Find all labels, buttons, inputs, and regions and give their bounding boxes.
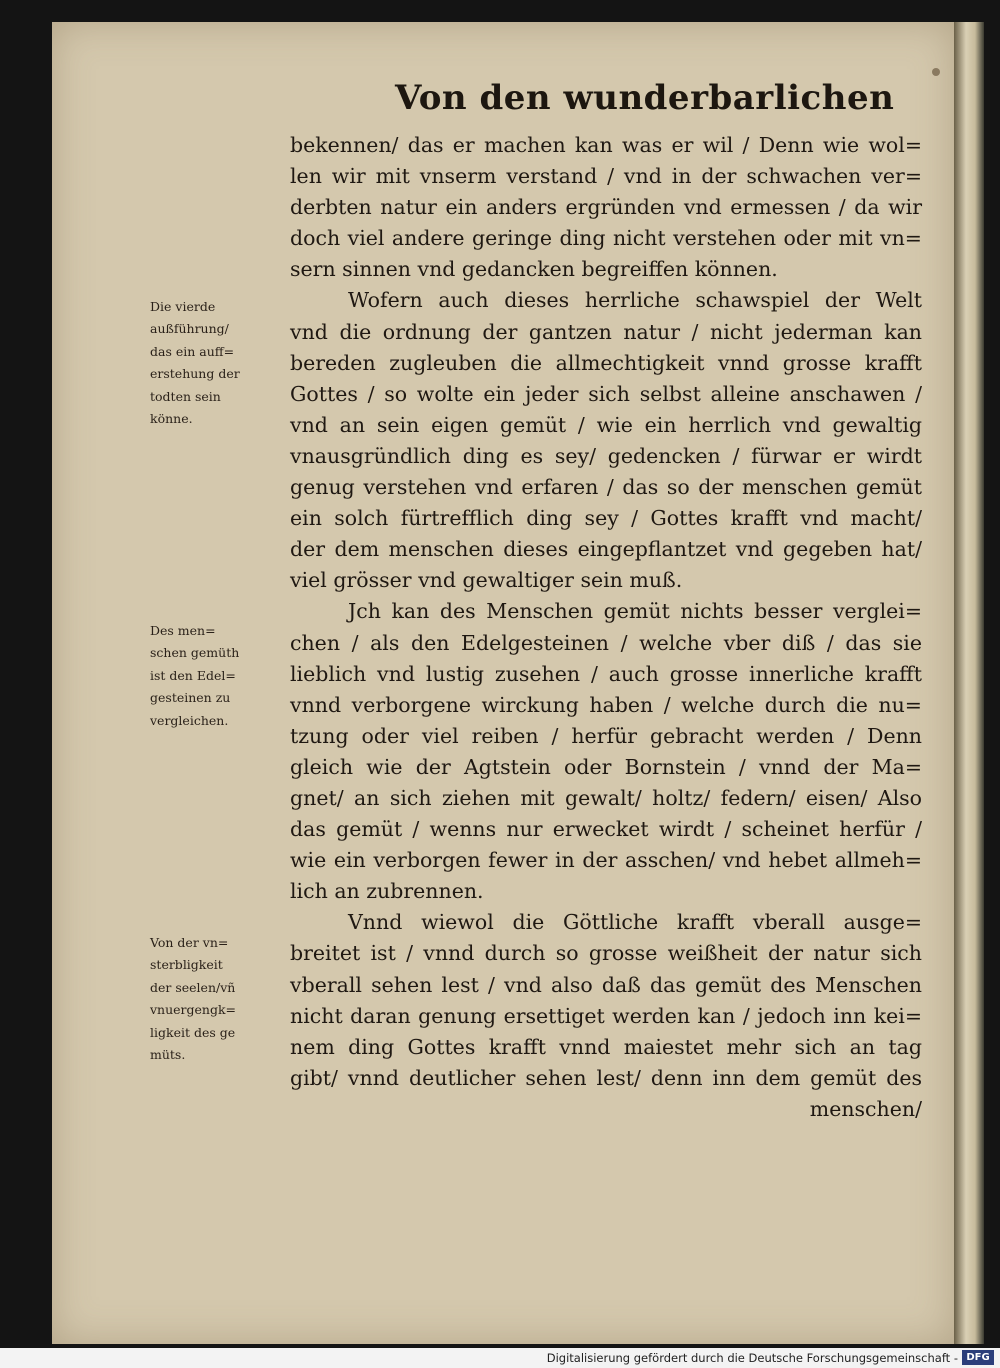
body-line: doch viel andere geringe ding nicht verstehen oder mit vn= xyxy=(290,226,922,251)
body-line: derbten natur ein anders ergründen vnd ermessen / da wir xyxy=(290,195,922,220)
dfg-logo: DFG xyxy=(962,1350,994,1365)
body-line: nicht daran genung ersettiget werden kan / jedoch inn kei= xyxy=(290,1003,922,1028)
margin-line: schen gemüth xyxy=(150,645,240,661)
body-line: bekennen/ das er machen kan was er wil / Denn wie wol= xyxy=(290,133,922,157)
body-line: Vnnd wiewol die Göttliche krafft vberall ausge= xyxy=(348,910,922,935)
margin-line: Von der vn= xyxy=(150,935,229,950)
body-line: tzung oder viel reiben / herfür gebracht werden / Denn xyxy=(290,723,922,748)
body-line: genug verstehen vnd erfaren / das so der menschen gemüt xyxy=(290,475,922,500)
body-line: vnnd verborgene wirckung haben / welche durch die nu= xyxy=(290,692,922,717)
paper-spot xyxy=(932,68,940,76)
running-head: Von den wunderbarlichen xyxy=(395,78,895,118)
margin-line: könne. xyxy=(150,411,193,427)
page-edge xyxy=(954,22,984,1344)
body-line: sern sinnen vnd gedancken begreiffen können. xyxy=(290,257,778,282)
margin-line: vergleichen. xyxy=(150,712,229,728)
margin-line: Des men= xyxy=(150,623,216,638)
body-line: gnet/ an sich ziehen mit gewalt/ holtz/ federn/ eisen/ Also xyxy=(290,785,922,810)
margin-line: todten sein xyxy=(150,388,221,404)
margin-line: außführung/ xyxy=(150,321,229,337)
body-line: breitet ist / vnnd durch so grosse weißheit der natur sich xyxy=(290,941,922,966)
body-line: bereden zugleuben die allmechtigkeit vnnd grosse krafft xyxy=(290,350,922,375)
margin-line: der seelen/vñ xyxy=(150,979,236,995)
margin-line: Die vierde xyxy=(150,299,216,314)
body-line: lieblich vnd lustig zusehen / auch grosse innerliche krafft xyxy=(290,661,922,686)
body-line: menschen/ xyxy=(809,1096,922,1121)
body-line: der dem menschen dieses eingepflantzet vnd gegeben hat/ xyxy=(290,537,922,562)
body-line: vnd an sein eigen gemüt / wie ein herrlich vnd gewaltig xyxy=(290,412,922,437)
body-line: gibt/ vnnd deutlicher sehen lest/ denn inn dem gemüt des xyxy=(290,1065,922,1090)
body-line: viel grösser vnd gewaltiger sein muß. xyxy=(290,568,683,593)
margin-line: das ein auff= xyxy=(150,343,235,359)
margin-line: müts. xyxy=(150,1047,186,1063)
body-line: wie ein verborgen fewer in der asschen/ vnd hebet allmeh= xyxy=(290,848,922,873)
body-text xyxy=(290,130,922,1125)
margin-line: ligkeit des ge xyxy=(150,1024,236,1040)
body-line: len wir mit vnserm verstand / vnd in der schwachen ver= xyxy=(290,164,922,189)
body-line: chen / als den Edelgesteinen / welche vber diß / das sie xyxy=(290,630,922,655)
body-line: vnausgründlich ding es sey/ gedencken / fürwar er wirdt xyxy=(290,443,922,468)
margin-line: vnuergengk= xyxy=(150,1002,237,1018)
body-line: Wofern auch dieses herrliche schawspiel der Welt xyxy=(348,288,922,313)
body-line: vnd die ordnung der gantzen natur / nicht jederman kan xyxy=(290,319,922,344)
body-line: lich an zubrennen. xyxy=(290,879,484,904)
margin-note-immortality xyxy=(150,932,290,1066)
body-line: das gemüt / wenns nur erwecket wirdt / scheinet herfür / xyxy=(290,817,922,842)
body-line: ein solch fürtrefflich ding sey / Gottes krafft vnd macht/ xyxy=(290,506,922,531)
body-line: Gottes / so wolte ein jeder sich selbst alleine anschawen / xyxy=(290,381,922,406)
margin-note-fourth-proof xyxy=(150,296,290,430)
body-line: Jch kan des Menschen gemüt nichts besser verglei= xyxy=(348,599,922,624)
margin-line: ist den Edel= xyxy=(150,667,236,683)
body-line: gleich wie der Agtstein oder Bornstein / vnnd der Ma= xyxy=(290,754,922,779)
funding-notice: Digitalisierung gefördert durch die Deutsche Forschungsgemeinschaft - xyxy=(546,1351,958,1365)
margin-line: erstehung der xyxy=(150,366,240,382)
body-line: nem ding Gottes krafft vnnd maiestet mehr sich an tag xyxy=(290,1034,922,1059)
margin-line: sterbligkeit xyxy=(150,957,223,973)
body-line: vberall sehen lest / vnd also daß das gemüt des Menschen xyxy=(290,972,922,997)
margin-note-gemstones xyxy=(150,620,290,732)
margin-line: gesteinen zu xyxy=(150,690,231,706)
